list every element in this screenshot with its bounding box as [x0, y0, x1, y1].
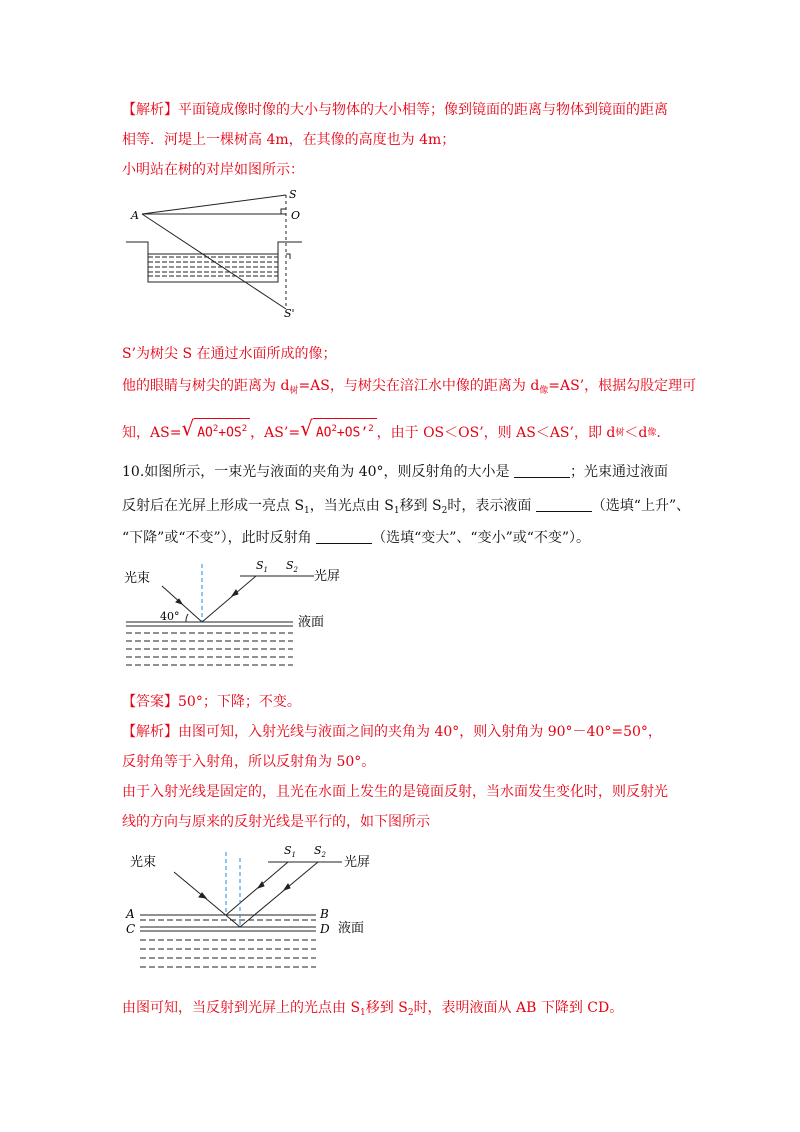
label-o: O — [291, 209, 301, 222]
label-liquid-surface: 液面 — [298, 615, 325, 630]
label-s-prime: S' — [284, 307, 295, 320]
answer-blank-3[interactable] — [316, 529, 372, 544]
analysis-paragraph-line-2: 相等．河堤上一棵树高 4m，在其像的高度也为 4m； — [122, 132, 456, 148]
label-s2-2: $S_2$ — [314, 844, 327, 859]
analysis-tag: 【解析】 — [122, 102, 178, 118]
label-screen-2: 光屏 — [344, 855, 371, 870]
light-reflection-diagram — [118, 556, 368, 676]
label-c-point: C — [126, 922, 136, 936]
label-a: A — [131, 209, 139, 222]
sqrt-expression-2: √ $AO^2+OS’^2$ — [300, 418, 377, 443]
label-light-beam: 光束 — [124, 571, 151, 586]
label-s1: $S_1$ — [256, 559, 269, 574]
sqrt-expression-1: √ $AO^2+OS^2$ — [181, 418, 250, 443]
label-d-point: D — [320, 922, 330, 936]
answer-blank-1[interactable] — [514, 463, 570, 478]
answer-tag: 【答案】 — [122, 694, 178, 710]
analysis-paragraph-line-4: S’为树尖 S 在通过水面所成的像； — [122, 346, 337, 362]
analysis-paragraph-line-3: 小明站在树的对岸如图所示： — [122, 162, 304, 178]
label-liquid-surface-2: 液面 — [338, 921, 365, 936]
analysis2-line-4: 线的方向与原来的反射光线是平行的，如下图所示 — [122, 814, 430, 830]
question-10-line-1: 10.如图所示，一束光与液面的夹角为 40°，则反射角的大小是 ；光束通过液面 — [122, 464, 668, 480]
label-a-point: A — [126, 907, 135, 921]
label-b-point: B — [320, 907, 329, 921]
label-s1-2: $S_1$ — [284, 844, 297, 859]
question-10-line-2: 反射后在光屏上形成一亮点 $S_1$，当光点由 $S_1$移到 $S_2$时，表示液面 （选填“上升”、 — [122, 498, 691, 516]
tree-reflection-diagram — [118, 185, 318, 325]
analysis-paragraph-line-5: 他的眼睛与树尖的距离为 $d_树=AS$，与树尖在涪江水中像的距离为 $d_像=AS$’，根据勾股定理可 — [122, 378, 697, 396]
liquid-level-change-diagram — [118, 840, 388, 980]
label-s2: $S_2$ — [286, 559, 299, 574]
answer-line: 【答案】50°；下降；不变。 — [122, 694, 301, 710]
analysis-paragraph-line-1: 【解析】平面镜成像时像的大小与物体的大小相等；像到镜面的距离与物体到镜面的距离 — [122, 102, 668, 118]
label-s: S — [289, 188, 297, 201]
analysis-paragraph-line-6: 知，AS= √ $AO^2+OS^2$ ，AS’= √ $AO^2+OS’^2$ ，由于 OS＜OS’，则 AS＜AS’，即 d 树 ＜d 像 . — [122, 415, 661, 442]
analysis2-line-3: 由于入射光线是固定的，且光在水面上发生的是镜面反射，当水面发生变化时，则反射光 — [122, 784, 668, 800]
question-10-line-3: “下降”或“不变”），此时反射角 （选填“变大”、“变小”或“不变”）。 — [122, 530, 591, 546]
analysis2-line-1: 【解析】由图可知，入射光线与液面之间的夹角为 40°，则入射角为 90°－40°=50°， — [122, 724, 662, 740]
label-40-degree: 40° — [160, 610, 180, 623]
answer-blank-2[interactable] — [536, 497, 592, 512]
label-light-beam-2: 光束 — [130, 855, 157, 870]
analysis2-conclusion: 由图可知，当反射到光屏上的光点由 $S_1$移到 $S_2$时，表明液面从 AB 下降到 CD。 — [122, 1000, 624, 1018]
analysis2-tag: 【解析】 — [122, 724, 178, 740]
label-screen: 光屏 — [314, 569, 341, 584]
analysis2-line-2: 反射角等于入射角，所以反射角为 50°。 — [122, 754, 376, 770]
